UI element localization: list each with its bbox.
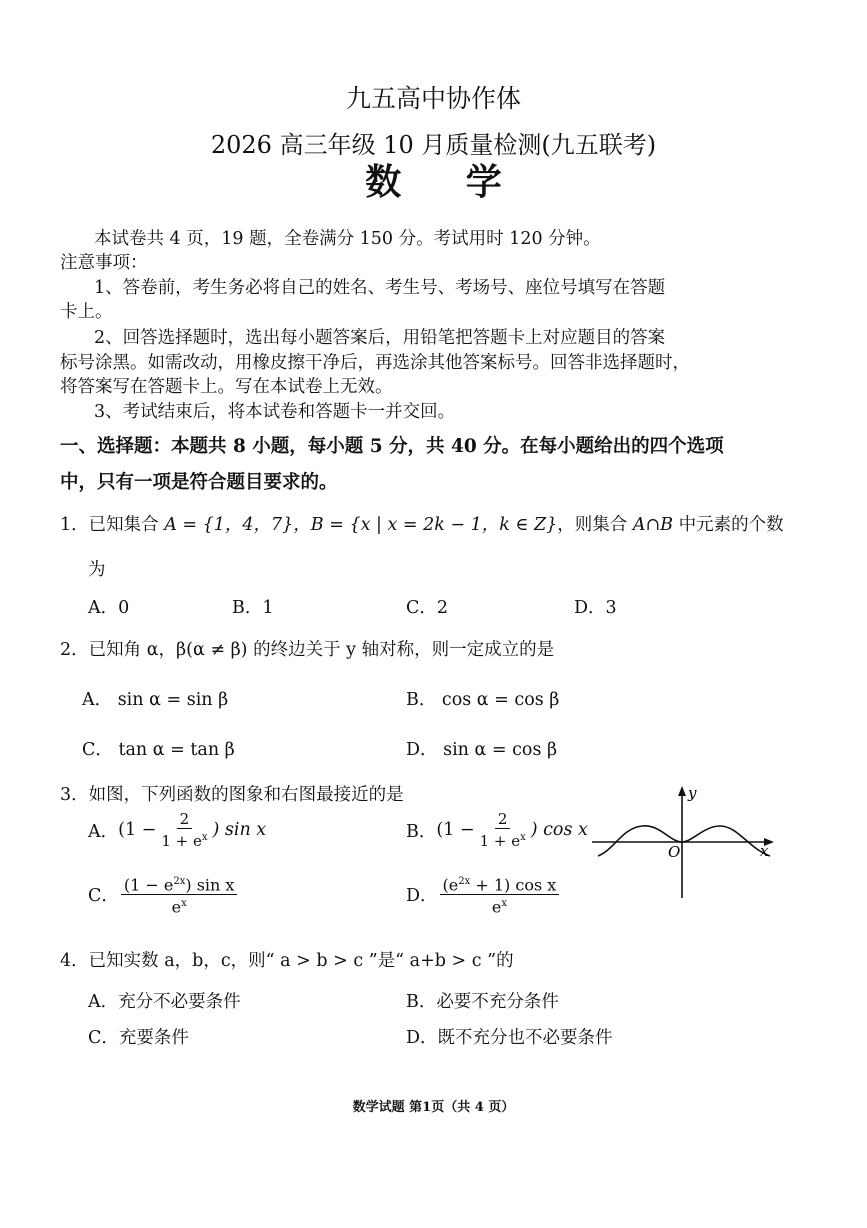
q4-option-d: D．既不充分也不必要条件 <box>406 1028 613 1048</box>
q1-option-d: D．3 <box>574 598 617 618</box>
q4-option-b: B．必要不充分条件 <box>406 992 559 1012</box>
q1-option-a: A．0 <box>88 598 130 618</box>
question-4-stem: 4．已知实数 a，b，c，则“ a > b > c ”是“ a+b > c ”的 <box>60 951 514 971</box>
subject-title: 数 学 <box>365 161 528 203</box>
section-heading-cont: 中，只有一项是符合题目要求的。 <box>60 472 338 493</box>
function-curve <box>598 826 770 856</box>
q1-option-b: B．1 <box>232 598 274 618</box>
exam-title: 2026 高三年级 10 月质量检测(九五联考) <box>210 131 657 159</box>
notes-title: 注意事项： <box>60 253 148 273</box>
note-line: 卡上。 <box>60 302 113 322</box>
q2-option-d: D． sin α = cos β <box>406 740 558 760</box>
note-line: 标号涂黑。如需改动，用橡皮擦干净后，再选涂其他答案标号。回答非选择题时， <box>60 353 690 373</box>
q1-option-c: C．2 <box>406 598 449 618</box>
q3-option-c: C． $\frac{(1 - e^{2x}) \sin x}{e^x}$ <box>88 873 239 917</box>
question-1-stem: 1．已知集合 A = {1，4，7}，B = {x | x = 2k − 1，k ∈ Z}，则集合 A∩B 中元素的个数 <box>60 515 784 535</box>
q4-option-a: A．充分不必要条件 <box>88 992 241 1012</box>
q2-option-a: A． sin α = sin β <box>82 690 229 710</box>
q3-option-d: D． $\frac{(e^{2x} + 1) \cos x}{e^x}$ <box>406 873 561 917</box>
q2-option-c: C． tan α = tan β <box>82 740 235 760</box>
y-axis-arrow <box>678 786 686 796</box>
question-2-stem: 2．已知角 α，β(α ≠ β) 的终边关于 y 轴对称，则一定成立的是 <box>60 640 555 660</box>
question-1-stem-cont: 为 <box>88 560 106 580</box>
q3-function-graph <box>592 780 782 900</box>
section-heading: 一、选择题：本题共 8 小题，每小题 5 分，共 40 分。在每小题给出的四个选项 <box>60 436 724 457</box>
note-line: 1、答卷前，考生务必将自己的姓名、考生号、考场号、座位号填写在答题 <box>94 278 666 298</box>
note-line: 2、回答选择题时，选出每小题答案后，用铅笔把答题卡上对应题目的答案 <box>94 328 666 348</box>
origin-label: O <box>668 843 681 861</box>
note-line: 将答案写在答题卡上。写在本试卷上无效。 <box>60 377 393 397</box>
intro-text: 本试卷共 4 页，19 题，全卷满分 150 分。考试用时 120 分钟。 <box>94 229 601 249</box>
exam-organization: 九五高中协作体 <box>345 84 521 113</box>
q4-option-c: C．充要条件 <box>88 1028 189 1048</box>
q2-option-b: B． cos α = cos β <box>406 690 560 710</box>
y-axis-label: y <box>688 784 697 802</box>
q3-option-b: B． (1 − $\frac{2}{1 + e^x}$ ) cos x <box>406 810 588 850</box>
question-3-stem: 3．如图，下列函数的图象和右图最接近的是 <box>60 785 404 805</box>
page-footer: 数学试题 第1页（共 4 页） <box>352 1100 515 1115</box>
note-line: 3、考试结束后，将本试卷和答题卡一并交回。 <box>94 402 456 422</box>
q3-option-a: A． (1 − $\frac{2}{1 + e^x}$ ) sin x <box>88 810 267 850</box>
x-axis-label: x <box>760 842 769 860</box>
